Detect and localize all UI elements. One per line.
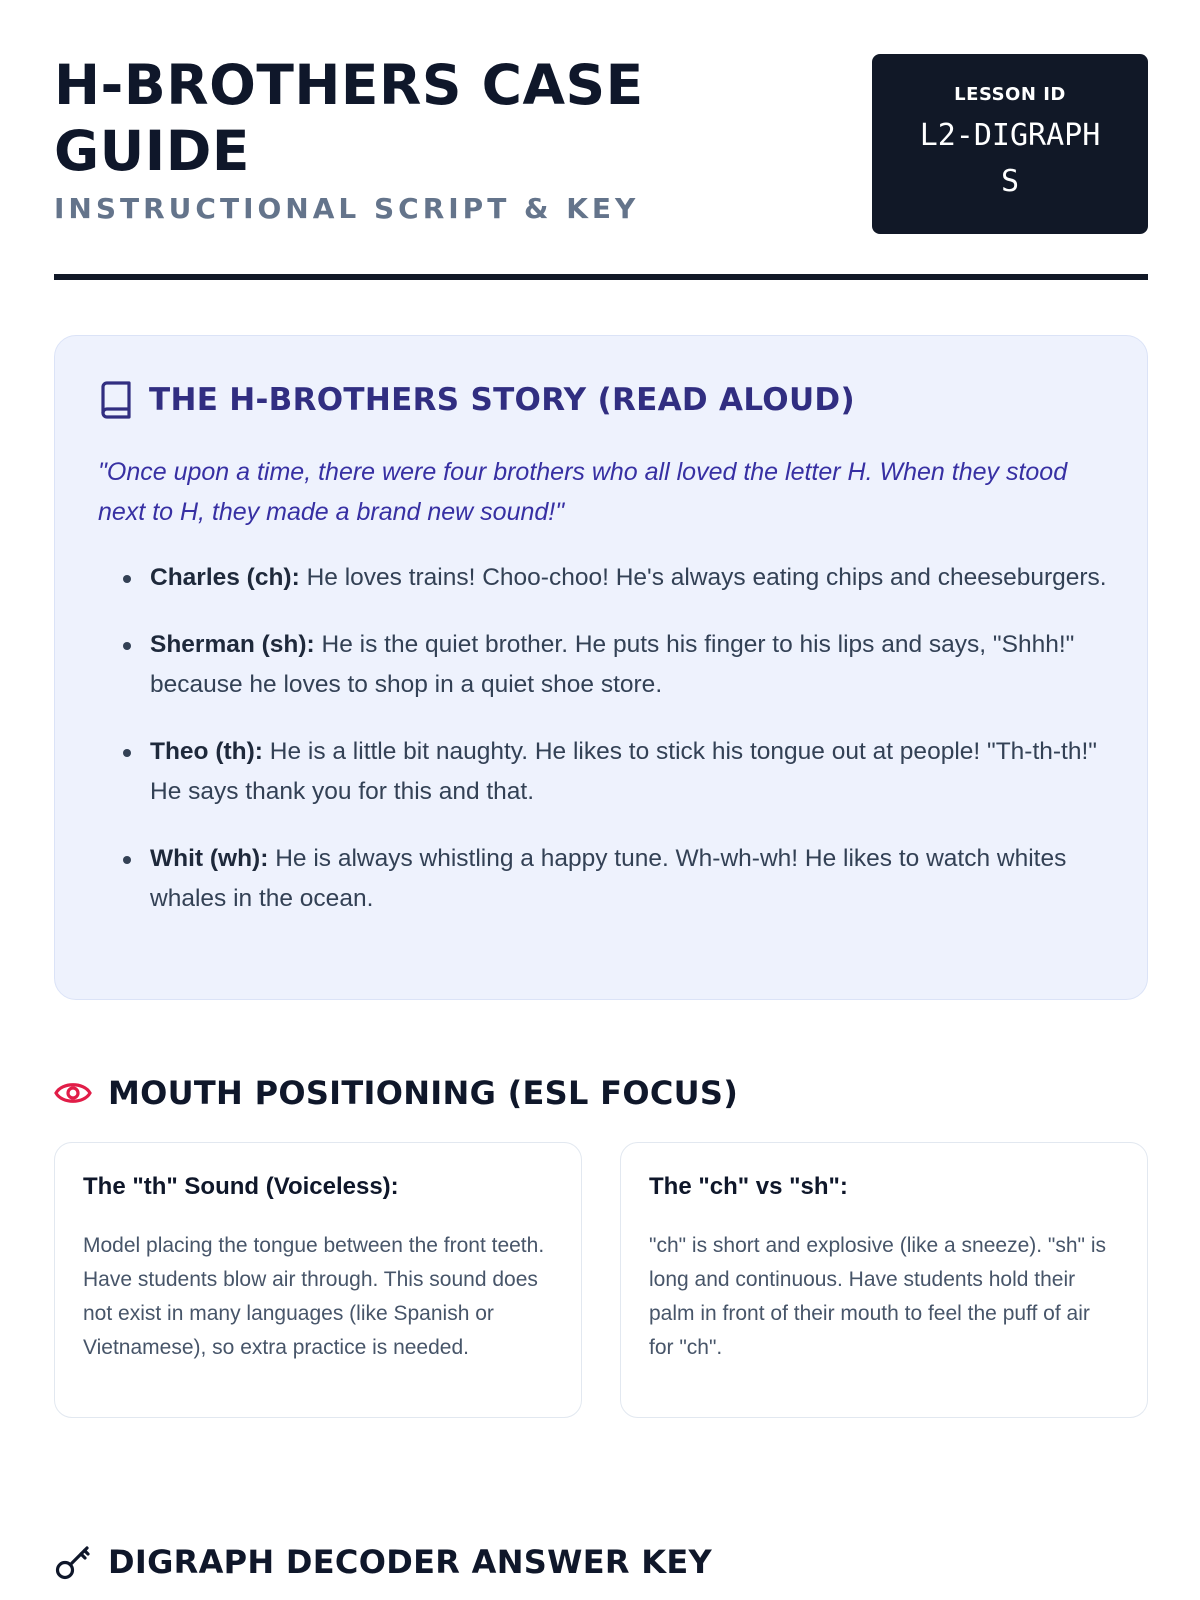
page-header (54, 52, 1148, 234)
lesson-id-label: LESSON ID (954, 84, 1066, 105)
story-item-charles (150, 558, 1110, 598)
page-subtitle: INSTRUCTIONAL SCRIPT & KEY (54, 192, 640, 225)
eye-icon (54, 1074, 92, 1112)
story-item-name: Theo (th): (150, 738, 263, 765)
story-list (150, 558, 1110, 946)
story-item-text: He loves trains! Choo-choo! He's always eating chips and cheeseburgers. (306, 564, 1107, 591)
th-sound-card (54, 1142, 582, 1418)
mouth-section-heading (54, 1074, 738, 1112)
card-text: "ch" is short and explosive (like a sneeze). "sh" is long and continuous. Have students hold their palm in front of their mouth to feel the puff of air for "ch". (649, 1234, 1107, 1359)
mouth-section-title: MOUTH POSITIONING (ESL FOCUS) (108, 1074, 739, 1112)
answer-key-heading (54, 1543, 712, 1581)
story-item-text: He is the quiet brother. He puts his finger to his lips and says, "Shhh!" because he loves to shop in a quiet shoe store. (150, 631, 1075, 698)
story-item-text: He is always whistling a happy tune. Wh-wh-wh! He likes to watch whites whales in the ocean. (150, 845, 1067, 912)
lesson-id-badge (872, 54, 1148, 234)
story-item-whit (150, 839, 1110, 919)
story-title: THE H-BROTHERS STORY (READ ALOUD) (149, 382, 855, 418)
page-title: H-BROTHERS CASE GUIDE (54, 53, 644, 183)
card-title: The "ch" vs "sh": (649, 1173, 848, 1200)
card-text: Model placing the tongue between the front teeth. Have students blow air through. This sound does not exist in many languages (like Spanish or Vietnamese), so extra practice is needed. (83, 1234, 545, 1359)
story-item-sherman (150, 625, 1110, 705)
story-intro: "Once upon a time, there were four brothers who all loved the letter H. When they stood next to H, they made a brand new sound!" (98, 458, 1068, 526)
story-heading (99, 380, 855, 420)
story-panel (54, 335, 1148, 1000)
book-icon (99, 380, 133, 420)
lesson-id-value: L2-DIGRAPHS (919, 118, 1101, 199)
story-item-name: Sherman (sh): (150, 631, 315, 658)
card-title: The "th" Sound (Voiceless): (83, 1173, 399, 1200)
header-divider (54, 274, 1148, 280)
answer-key-title: DIGRAPH DECODER ANSWER KEY (108, 1543, 712, 1581)
story-item-name: Charles (ch): (150, 564, 300, 591)
story-item-text: He is a little bit naughty. He likes to stick his tongue out at people! "Th-th-th!" He says thank you for this and that. (150, 738, 1097, 805)
ch-sh-card (620, 1142, 1148, 1418)
key-icon (54, 1543, 92, 1581)
story-item-theo (150, 732, 1110, 812)
story-item-name: Whit (wh): (150, 845, 269, 872)
